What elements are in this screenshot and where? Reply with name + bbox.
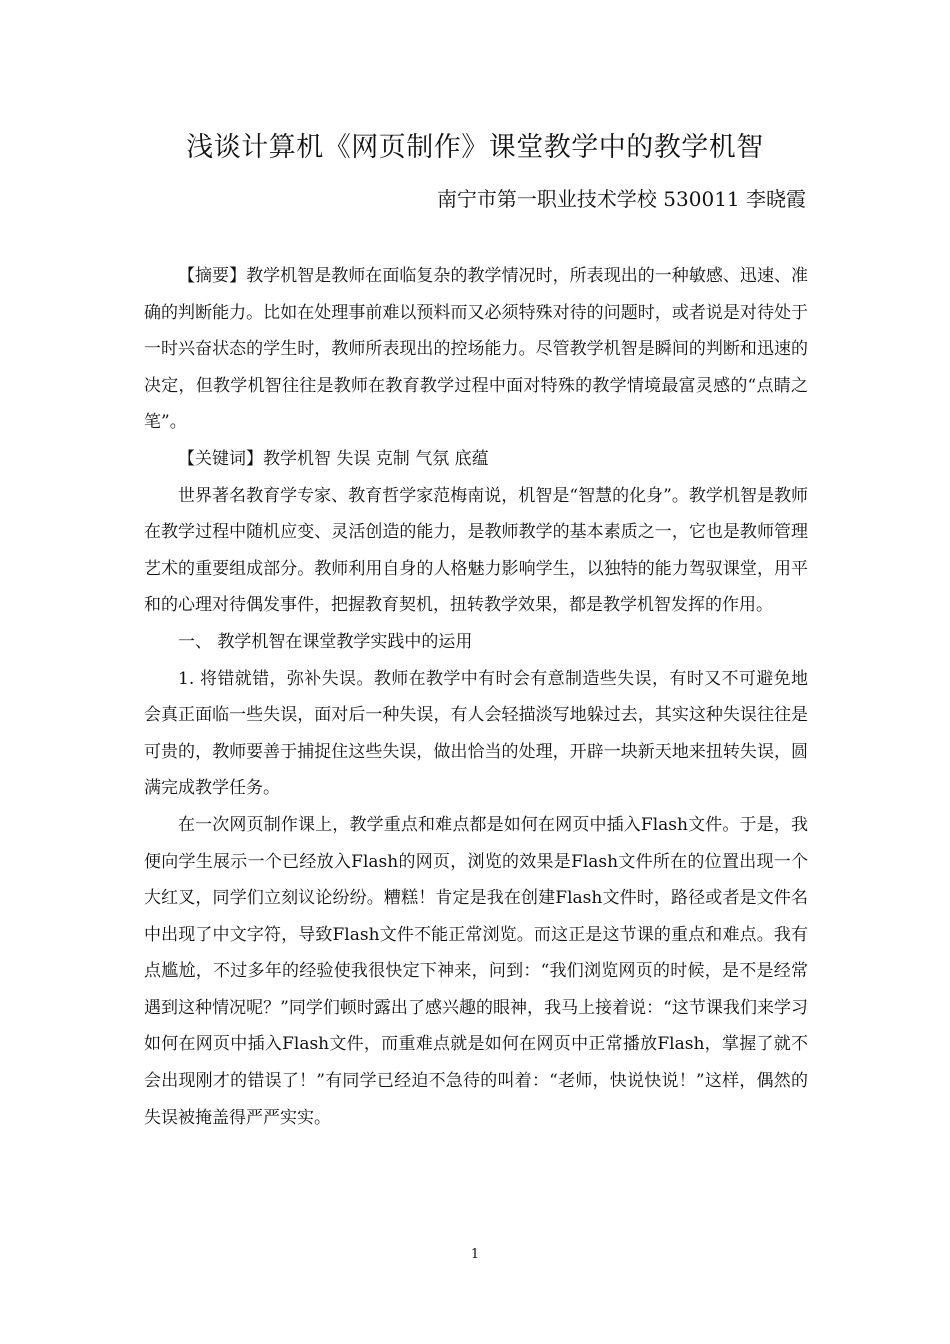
- page-number: 1: [470, 1247, 480, 1262]
- section-heading: 一、 教学机智在课堂教学实践中的运用: [178, 631, 473, 652]
- keywords-paragraph: 【关键词】教学机智 失误 克制 气氛 底蕴: [178, 448, 489, 469]
- intro-paragraph: 世界著名教育学专家、教育哲学家范梅南说，机智是“智慧的化身”。教学机智是教师在教学过程中随机应变、灵活创造的能力，是教师教学的基本素质之一，它也是教师管理艺术的重要组成部分。教师利用自身的人格魅力影响学生，以独特的能力驾驭课堂，用平和的心理对待偶发事件，把握教育契机，扭转教学效果，都是教学机智发挥的作用。: [144, 485, 808, 616]
- abstract-paragraph: 【摘要】教学机智是教师在面临复杂的教学情况时，所表现出的一种敏感、迅速、准确的判断能力。比如在处理事前难以预料而又必须特殊对待的问题时，或者说是对待处于一时兴奋状态的学生时，教师所表现出的控场能力。尽管教学机智是瞬间的判断和迅速的决定，但教学机智往往是教师在教育教学过程中面对特殊的教学情境最富灵感的“点睛之笔”。: [144, 266, 808, 433]
- document-body: [144, 258, 808, 1136]
- subsection-paragraph: 1. 将错就错，弥补失误。教师在教学中有时会有意制造些失误，有时又不可避免地会真正面临一些失误，面对后一种失误，有人会轻描淡写地躲过去，其实这种失误往往是可贵的，教师要善于捕捉住这些失误，做出恰当的处理，开辟一块新天地来扭转失误，圆满完成教学任务。: [144, 668, 808, 799]
- author-line: 南宁市第一职业技术学校 530011 李晓霞: [436, 187, 806, 211]
- example-paragraph: 在一次网页制作课上，教学重点和难点都是如何在网页中插入Flash文件。于是，我便向学生展示一个已经放入Flash的网页，浏览的效果是Flash文件所在的位置出现一个大红叉，同学们立刻议论纷纷。糟糕！肯定是我在创建Flash文件时，路径或者是文件名中出现了中文字符，导致Flash文件不能正常浏览。而这正是这节课的重点和难点。我有点尴尬，不过多年的经验使我很快定下神来，问到：“我们浏览网页的时候，是不是经常遇到这种情况呢？”同学们顿时露出了感兴趣的眼神，我马上接着说：“这节课我们来学习如何在网页中插入Flash文件，而重难点就是如何在网页中正常播放Flash，掌握了就不会出现刚才的错误了！”有同学已经迫不急待的叫着：“老师，快说快说！”这样，偶然的失误被掩盖得严严实实。: [144, 814, 808, 1128]
- document-title: 浅谈计算机《网页制作》课堂教学中的教学机智: [186, 132, 764, 163]
